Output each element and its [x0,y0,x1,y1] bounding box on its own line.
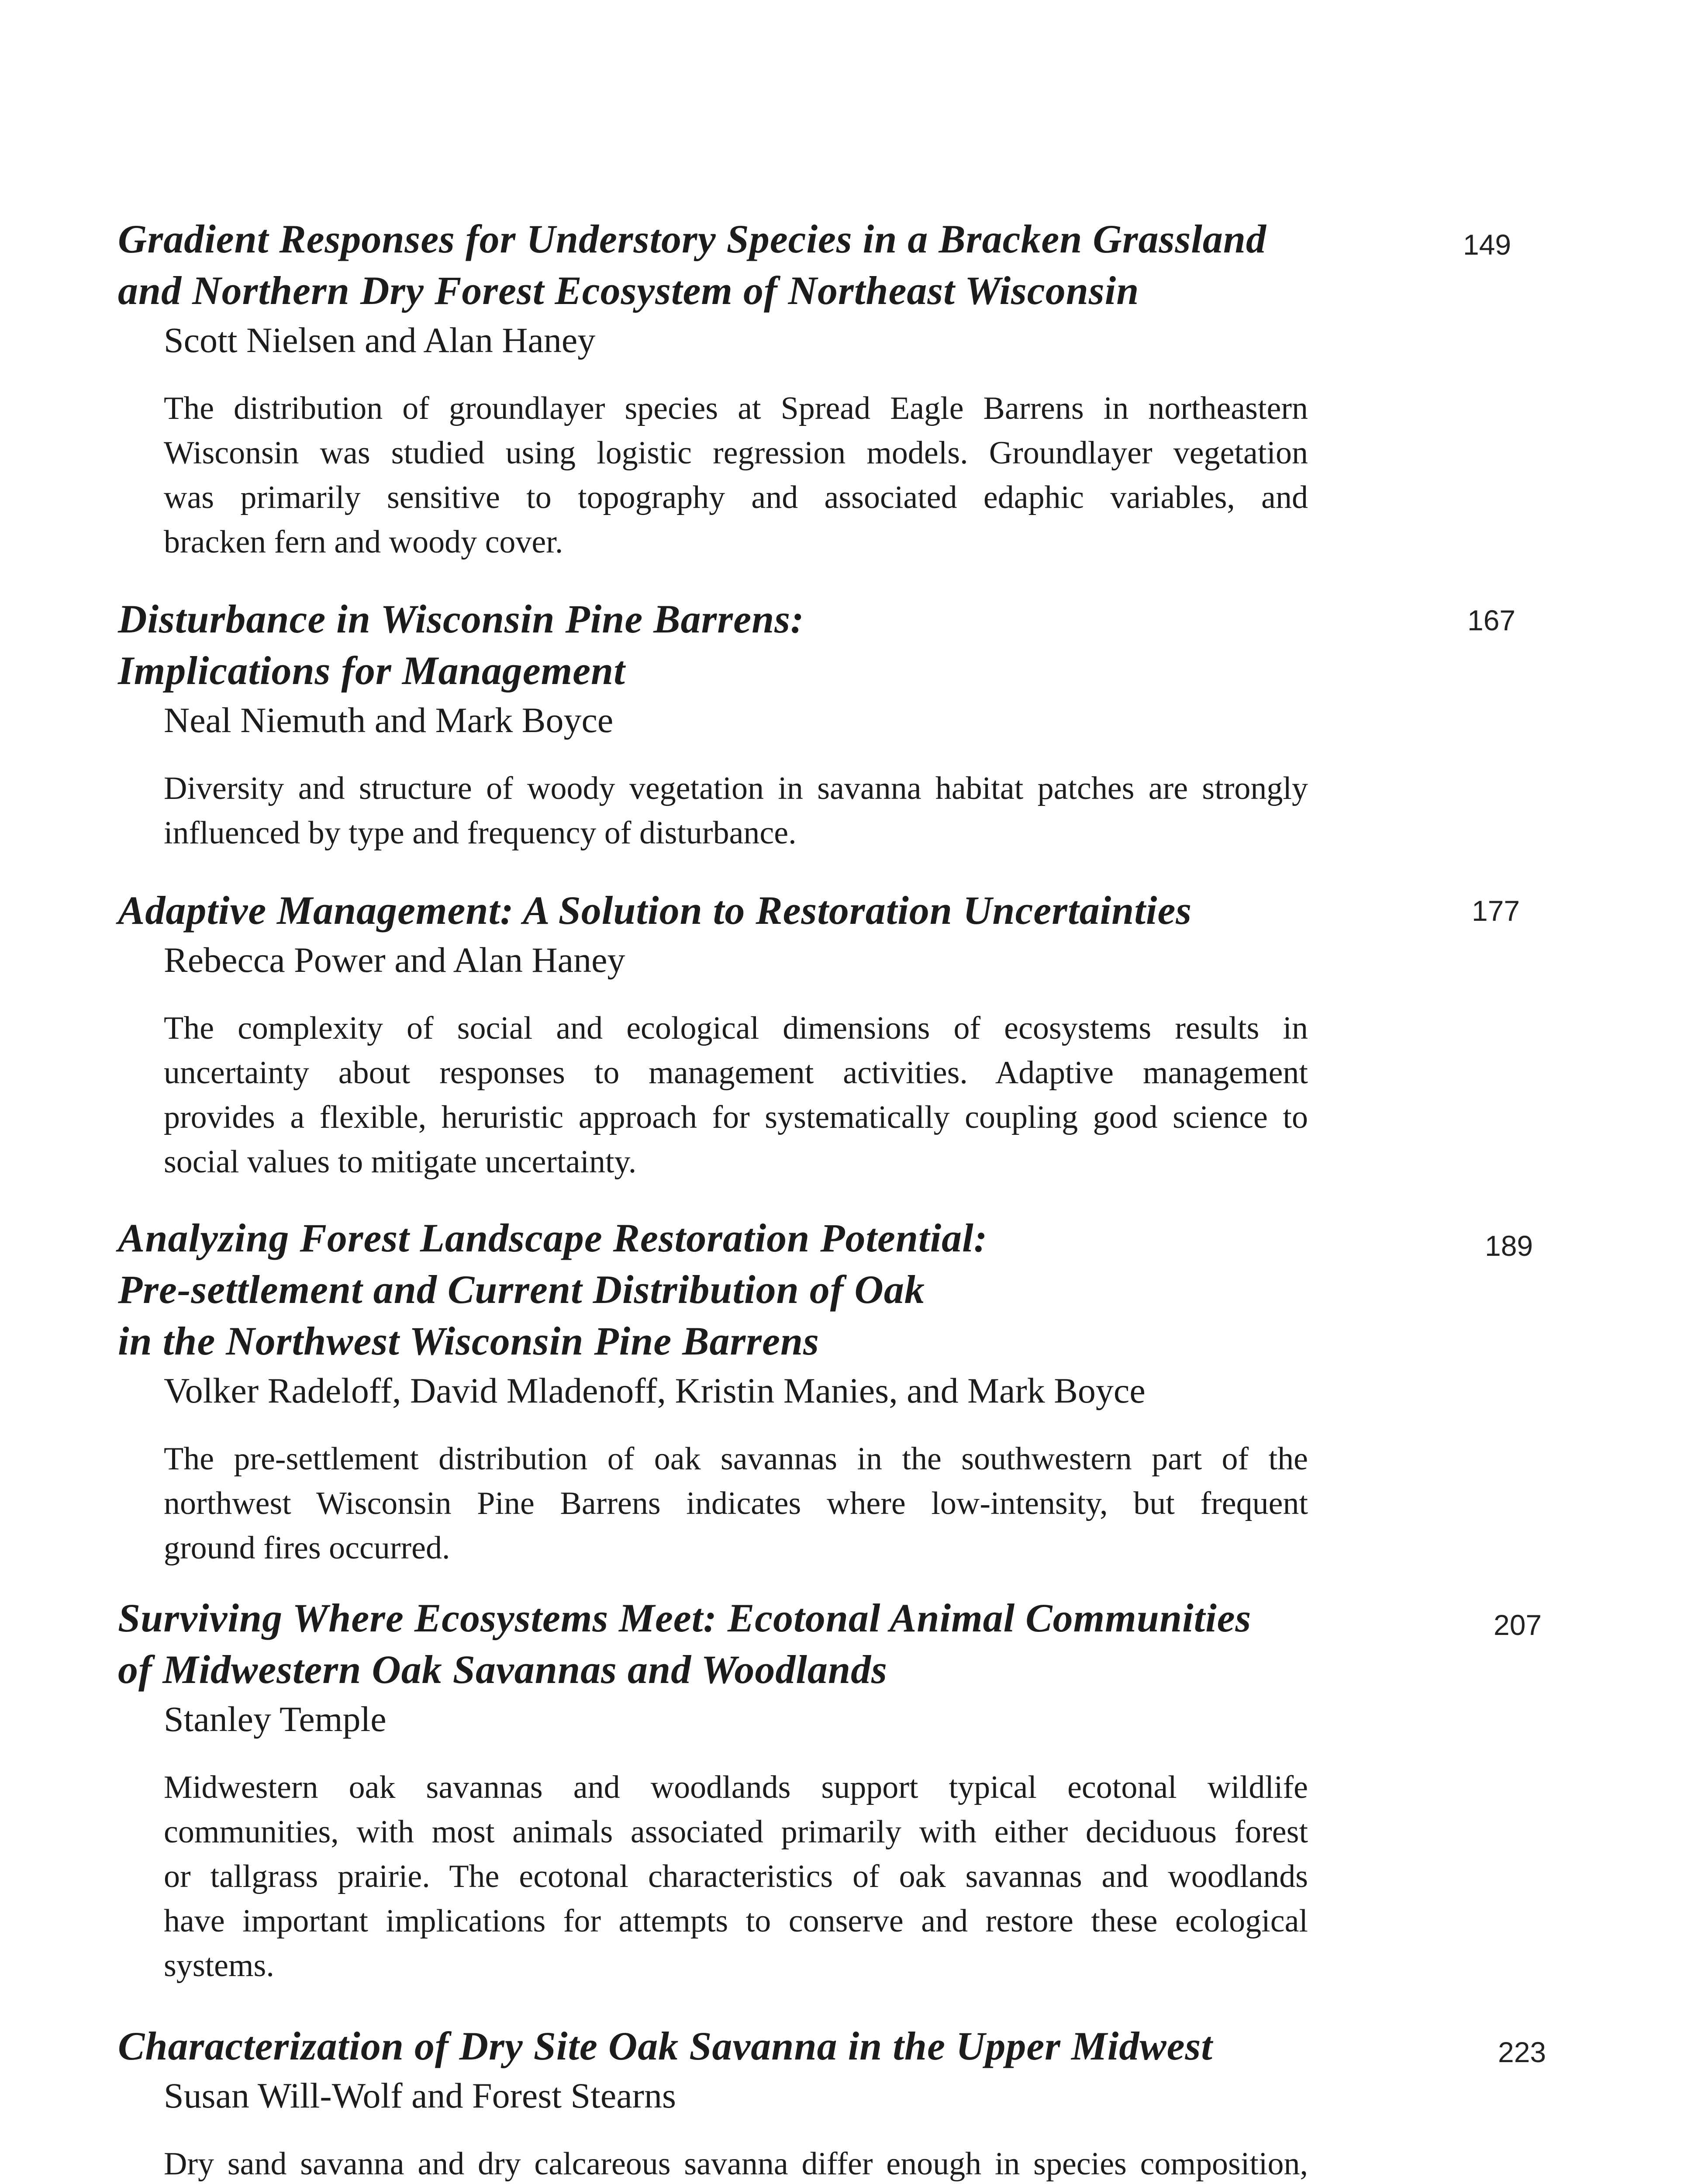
summary-line: communities, with most animals associated primarily with either deciduous forest [164,1814,1308,1850]
entry-title [118,1592,1384,1695]
summary-line: northwest Wisconsin Pine Barrens indicates where low-intensity, but frequent [164,1486,1308,1521]
entry-title [118,213,1384,316]
entry-summary [164,1006,1308,1184]
entry-authors: Volker Radeloff, David Mladenoff, Kristin Manies, and Mark Boyce [164,1371,1146,1410]
entry-title [118,1212,1384,1367]
entry-authors: Scott Nielsen and Alan Haney [164,320,596,360]
entry-authors: Susan Will-Wolf and Forest Stearns [164,2076,676,2115]
summary-line: The distribution of groundlayer species at Spread Eagle Barrens in northeastern [164,390,1308,426]
summary-line: Diversity and structure of woody vegetation in savanna habitat patches are strongly [164,771,1308,806]
entry-title-line: Adaptive Management: A Solution to Restoration Uncertainties [118,888,1192,933]
toc-entry [118,593,1559,855]
toc-entry [118,1592,1559,1988]
entry-title-line: of Midwestern Oak Savannas and Woodlands [118,1647,887,1692]
summary-line: Wisconsin was studied using logistic regression models. Groundlayer vegetation [164,435,1308,471]
entry-summary [164,2142,1308,2184]
toc-entry [118,213,1559,564]
summary-line: ground fires occurred. [164,1530,450,1566]
entry-summary [164,1765,1308,1988]
entry-page-number: 207 [1494,1609,1542,1641]
entry-title-line: Disturbance in Wisconsin Pine Barrens: [118,597,804,641]
entry-authors: Neal Niemuth and Mark Boyce [164,700,614,740]
summary-line: or tallgrass prairie. The ecotonal characteristics of oak savannas and woodlands [164,1859,1308,1894]
summary-line: was primarily sensitive to topography and associated edaphic variables, and [164,480,1308,515]
summary-line: Midwestern oak savannas and woodlands support typical ecotonal wildlife [164,1769,1308,1805]
toc-entry [118,885,1559,1184]
summary-line: The pre-settlement distribution of oak savannas in the southwestern part of the [164,1441,1308,1477]
summary-line: Dry sand savanna and dry calcareous savanna differ enough in species composition, [164,2146,1308,2182]
summary-line: social values to mitigate uncertainty. [164,1144,637,1180]
entry-summary [164,766,1308,855]
toc-entry [118,1212,1559,1570]
entry-page-number: 177 [1472,895,1520,927]
summary-line: systems. [164,1948,274,1984]
entry-page-number: 149 [1463,228,1511,261]
entry-title-line: Surviving Where Ecosystems Meet: Ecotonal Animal Communities [118,1596,1252,1640]
summary-line: have important implications for attempts to conserve and restore these ecological [164,1903,1308,1939]
entry-title [118,593,1384,696]
entry-title [118,885,1384,936]
entry-page-number: 189 [1485,1230,1533,1262]
entry-title-line: and Northern Dry Forest Ecosystem of Northeast Wisconsin [118,268,1139,313]
summary-line: provides a flexible, heruristic approach for systematically coupling good science to [164,1099,1308,1135]
entry-page-number: 223 [1498,2036,1546,2068]
entry-title-line: in the Northwest Wisconsin Pine Barrens [118,1319,819,1363]
entry-title-line: Analyzing Forest Landscape Restoration Potential: [118,1216,988,1260]
entry-summary [164,1437,1308,1570]
entry-authors: Rebecca Power and Alan Haney [164,940,625,980]
entry-title-line: Characterization of Dry Site Oak Savanna in the Upper Midwest [118,2024,1213,2068]
summary-line: bracken fern and woody cover. [164,524,563,560]
entry-title-line: Gradient Responses for Understory Species in a Bracken Grassland [118,217,1266,261]
entry-page-number: 167 [1467,604,1516,636]
entry-title [118,2020,1384,2072]
entry-authors: Stanley Temple [164,1699,386,1739]
entry-summary [164,386,1308,564]
entry-title-line: Pre-settlement and Current Distribution of Oak [118,1267,925,1312]
entry-title-line: Implications for Management [118,648,625,693]
summary-line: The complexity of social and ecological dimensions of ecosystems results in [164,1010,1308,1046]
summary-line: uncertainty about responses to management activities. Adaptive management [164,1055,1308,1091]
summary-line: influenced by type and frequency of disturbance. [164,815,797,851]
toc-entry [118,2020,1559,2184]
